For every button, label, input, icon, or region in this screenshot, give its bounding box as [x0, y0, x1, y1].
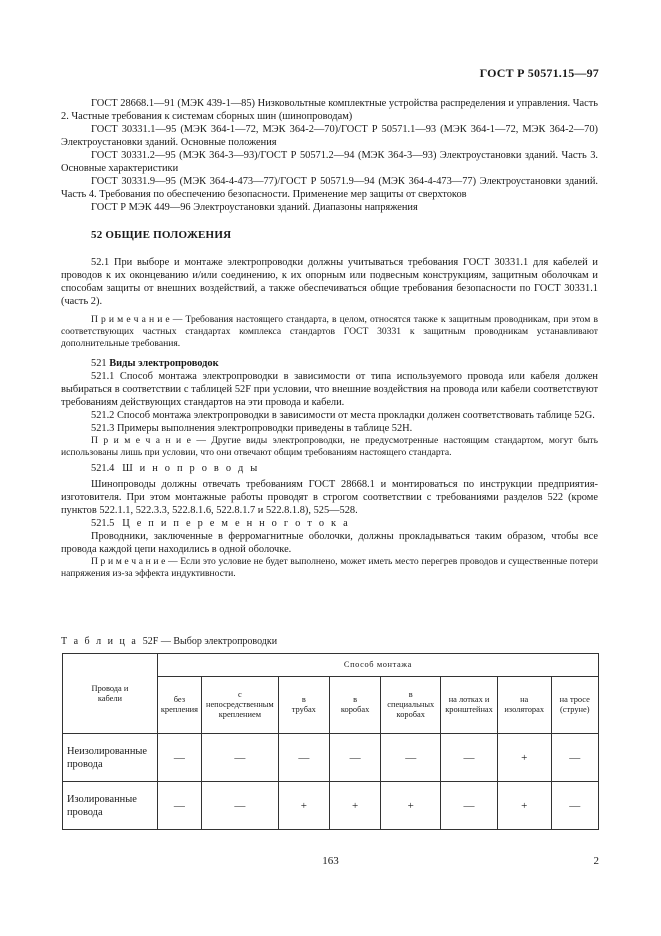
note-3 [61, 556, 598, 580]
paragraph-521-2: 521.2 Способ монтажа электропроводки в зависимости от места прокладки должен соответствовать таблице 52G. [91, 409, 595, 421]
table-cell: — [201, 782, 278, 830]
table-cell: — [157, 782, 201, 830]
section-title: 52 ОБЩИЕ ПОЛОЖЕНИЯ [91, 229, 232, 241]
subsection-521-4-number: 521.4 [91, 463, 115, 475]
subsection-521-number: 521 [91, 357, 107, 369]
table-cell: — [278, 734, 329, 782]
column-header-no-fastening: без крепления [157, 677, 201, 734]
page-number: 163 [322, 855, 339, 867]
subsection-521-5-title: Ц е п и п е р е м е н н о г о т о к а [122, 518, 350, 530]
document-code-header: ГОСТ Р 50571.15—97 [479, 66, 599, 80]
row-label-bare-wires: Неизолированные провода [63, 734, 158, 782]
reference-gost-30331-2: ГОСТ 30331.2—95 (МЭК 364-3—93)/ГОСТ Р 50571.2—94 (МЭК 364-3—93) Электроустановки зданий. Часть 3. Основные характеристики [61, 150, 598, 174]
column-header-in-pipes: в трубах [278, 677, 329, 734]
table-52f [62, 653, 599, 830]
note-2-label: П р и м е ч а н и е [91, 434, 191, 446]
note-1-text: — Требования настоящего стандарта, в целом, относятся также к защитным проводникам, при этом в соответствующих частных стандартах комплекса стандартов ГОСТ 30331 к защитным проводникам устанавливают дополнительные требования. [61, 314, 598, 350]
note-1 [61, 314, 598, 351]
table-caption [61, 636, 277, 647]
paragraph-521-1: 521.1 Способ монтажа электропроводки в зависимости от типа используемого провода или кабеля должен выбираться в соответствии с таблицей 52F при условии, что внешние воздействия на провода или кабели соответствуют требованиям действующих стандартов на эти провода и кабели. [61, 370, 598, 408]
table-cell: — [201, 734, 278, 782]
paragraph-521-3: 521.3 Примеры выполнения электропроводки приведены в таблице 52H. [91, 422, 413, 434]
table-cell: — [441, 734, 498, 782]
column-header-in-ducts: в коробах [329, 677, 380, 734]
subsection-521-5-number: 521.5 [91, 518, 115, 530]
table-cell: — [551, 734, 598, 782]
table-cell: — [329, 734, 380, 782]
subsection-521-5-heading [61, 517, 598, 530]
table-caption-label: Т а б л и ц а [61, 636, 138, 647]
table-cell: + [497, 782, 551, 830]
subsection-521-heading [61, 357, 598, 370]
column-header-insulators: на изоляторах [497, 677, 551, 734]
column-header-on-cable: на тросе (струне) [551, 677, 598, 734]
table-cell: + [278, 782, 329, 830]
table-cell: — [551, 782, 598, 830]
subsection-521-title: Виды электропроводок [109, 357, 219, 369]
table-cell: + [381, 782, 441, 830]
note-3-label: П р и м е ч а н и е [91, 556, 166, 568]
reference-gost-30331-1: ГОСТ 30331.1—95 (МЭК 364-1—72, МЭК 364-2—70)/ГОСТ Р 50571.1—93 (МЭК 364-1—72, МЭК 364-2—70) Электроустановки зданий. Основные положения [61, 124, 598, 148]
document-body [61, 97, 598, 580]
reference-gost-28668: ГОСТ 28668.1—91 (МЭК 439-1—85) Низковольтные комплектные устройства распределения и управления. Часть 2. Частные требования к системам сборных шин (шинопроводам) [61, 98, 598, 122]
column-header-direct-fastening: с непосредственным креплением [201, 677, 278, 734]
table-cell: + [497, 734, 551, 782]
table-cell: — [441, 782, 498, 830]
paragraph-52-1: 52.1 При выборе и монтаже электропроводки должны учитываться требования ГОСТ 30331.1 для кабелей и проводов к их оконцеванию и/или соединению, к их опорным или подвесным конструкциям, защитным оболочкам и способам защиты от внешних воздействий, а также обеспечиваться общие требования безопасности по ГОСТ 30331.1 (часть 2). [61, 257, 598, 307]
table-cell: — [381, 734, 441, 782]
note-3-text: — Если это условие не будет выполнено, может иметь место перегрев проводов и существенные потери напряжения из-за эффекта индуктивности. [61, 556, 598, 580]
column-header-special-ducts: в специальных коробах [381, 677, 441, 734]
column-header-trays-brackets: на лотках и кронштейнах [441, 677, 498, 734]
paragraph-521-4: Шинопроводы должны отвечать требованиям ГОСТ 28668.1 и монтироваться по инструкции предприятия-изготовителя. При этом монтажные работы проводят в строгом соответствии с требованиями разделов 522 (кроме пунктов 522.1.1, 522.3.3, 522.8.1.6, 522.8.1.7 и 522.8.1.8), 525—528. [61, 479, 598, 517]
table-group-header: Способ монтажа [157, 654, 598, 677]
subsection-521-4-heading [61, 462, 598, 475]
table-cell: — [157, 734, 201, 782]
note-2 [61, 435, 598, 459]
table-caption-text: 52F — Выбор электропроводки [142, 636, 278, 647]
row-label-insulated-wires: Изолированные провода [63, 782, 158, 830]
table-cell: + [329, 782, 380, 830]
reference-gost-mek-449: ГОСТ Р МЭК 449—96 Электроустановки зданий. Диапазоны напряжения [91, 202, 418, 213]
sheet-number: 2 [593, 855, 599, 867]
reference-gost-30331-9: ГОСТ 30331.9—95 (МЭК 364-4-473—77)/ГОСТ Р 50571.9—94 (МЭК 364-4-473—77) Электроустановки зданий. Часть 4. Требования по обеспечению безопасности. Применение мер защиты от сверхтоков [61, 176, 598, 200]
note-1-label: П р и м е ч а н и е [91, 314, 170, 325]
paragraph-521-5: Проводники, заключенные в ферромагнитные оболочки, должны прокладываться таким образом, чтобы все провода каждой цепи находились в одной оболочке. [61, 531, 598, 556]
subsection-521-4-title: Ш и н о п р о в о д ы [122, 463, 260, 475]
note-2-text: — Другие виды электропроводки, не предусмотренные настоящим стандартом, могут быть использованы лишь при условии, что они отвечают общим требованиям настоящего стандарта. [61, 434, 598, 458]
table-corner-header: Провода и кабели [63, 654, 158, 734]
